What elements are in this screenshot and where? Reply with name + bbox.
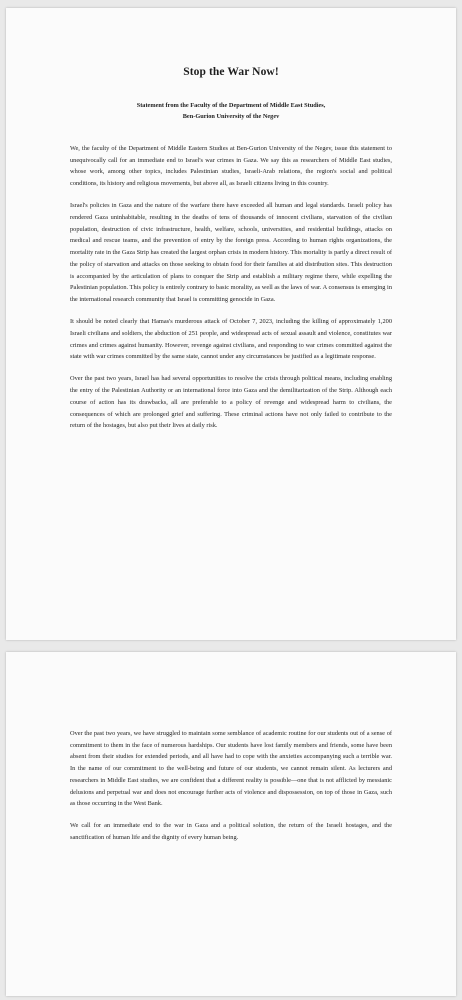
paragraph-3: It should be noted clearly that Hamas's murderous attack of October 7, 2023, including the killing of approximately 1,200 Israeli civilians and soldiers, the abduction of 251 people, and widespread acts of sexual assault and violence, constitutes war crimes and crimes against humanity. However, revenge against civilians, and responding to war crimes committed against the state with war crimes committed by the same state, cannot under any circumstances be justified as a legitimate response. <box>70 318 392 361</box>
statement-subtitle <box>70 100 392 122</box>
document-page-2 <box>6 652 456 996</box>
paragraph-6: We call for an immediate end to the war in Gaza and a political solution, the return of the Israeli hostages, and the sanctification of human life and the dignity of every human being. <box>70 822 392 842</box>
subtitle-line-1: Statement from the Faculty of the Department of Middle East Studies, <box>136 102 326 109</box>
statement-title: Stop the War Now! <box>183 66 279 78</box>
paragraph-2: Israel's policies in Gaza and the nature of the warfare there have exceeded all human and legal standards. Israeli policy has rendered Gaza uninhabitable, resulting in the deaths of tens of thousands of innocent civilians, starvation of the civilian population, destruction of civic infrastructure, health, welfare, schools, universities, and residential buildings, attacks on medical and rescue teams, and the prevention of entry by the foreign press. According to human rights organizations, the mortality rate in the Gaza Strip has created the largest orphan crisis in modern history. This mortality is partly a direct result of the policy of starvation and attacks on those seeking to obtain food for their families at aid distribution sites. This destruction is accompanied by the articulation of plans to conquer the Strip and establish a military regime there, while expelling the Palestinian population. This policy is entirely contrary to basic morality, as well as the laws of war. A consensus is emerging in the international research community that Israel is committing genocide in Gaza. <box>70 202 392 303</box>
document-page-1 <box>6 8 456 640</box>
paragraph-4: Over the past two years, Israel has had several opportunities to resolve the crisis through political means, including enabling the entry of the Palestinian Authority or an international force into Gaza and the demilitarization of the Strip. Although each course of action has its drawbacks, all are preferable to a policy of revenge and widespread harm to civilians, the consequences of which are prolonged grief and suffering. These criminal actions have not only failed to contribute to the return of the hostages, but also put their lives at daily risk. <box>70 375 392 430</box>
subtitle-line-2: Ben-Gurion University of the Negev <box>182 113 280 120</box>
paragraph-5: Over the past two years, we have struggled to maintain some semblance of academic routine for our students out of a sense of commitment to them in the face of numerous hardships. Our students have lost family members and friends, some have been absent from their studies for extended periods, and all have had to cope with the anxieties accompanying such a terrible war. In the name of our commitment to the well-being and future of our students, we cannot remain silent. As lecturers and researchers in Middle East studies, we are confident that a different reality is possible—one that is not afflicted by messianic delusions and perpetual war and does not encourage further acts of violence and dispossession, on top of those in Gaza, such as those occurring in the West Bank. <box>70 730 392 808</box>
paragraph-1: We, the faculty of the Department of Middle Eastern Studies at Ben-Gurion University of the Negev, issue this statement to unequivocally call for an immediate end to Israel's war crimes in Gaza. We say this as researchers of Middle East studies, whose work, among other topics, includes Palestinian studies, Israeli-Arab relations, the region's social and political conditions, its history and religious movements, but above all, as Israeli citizens living in this country. <box>70 145 392 188</box>
